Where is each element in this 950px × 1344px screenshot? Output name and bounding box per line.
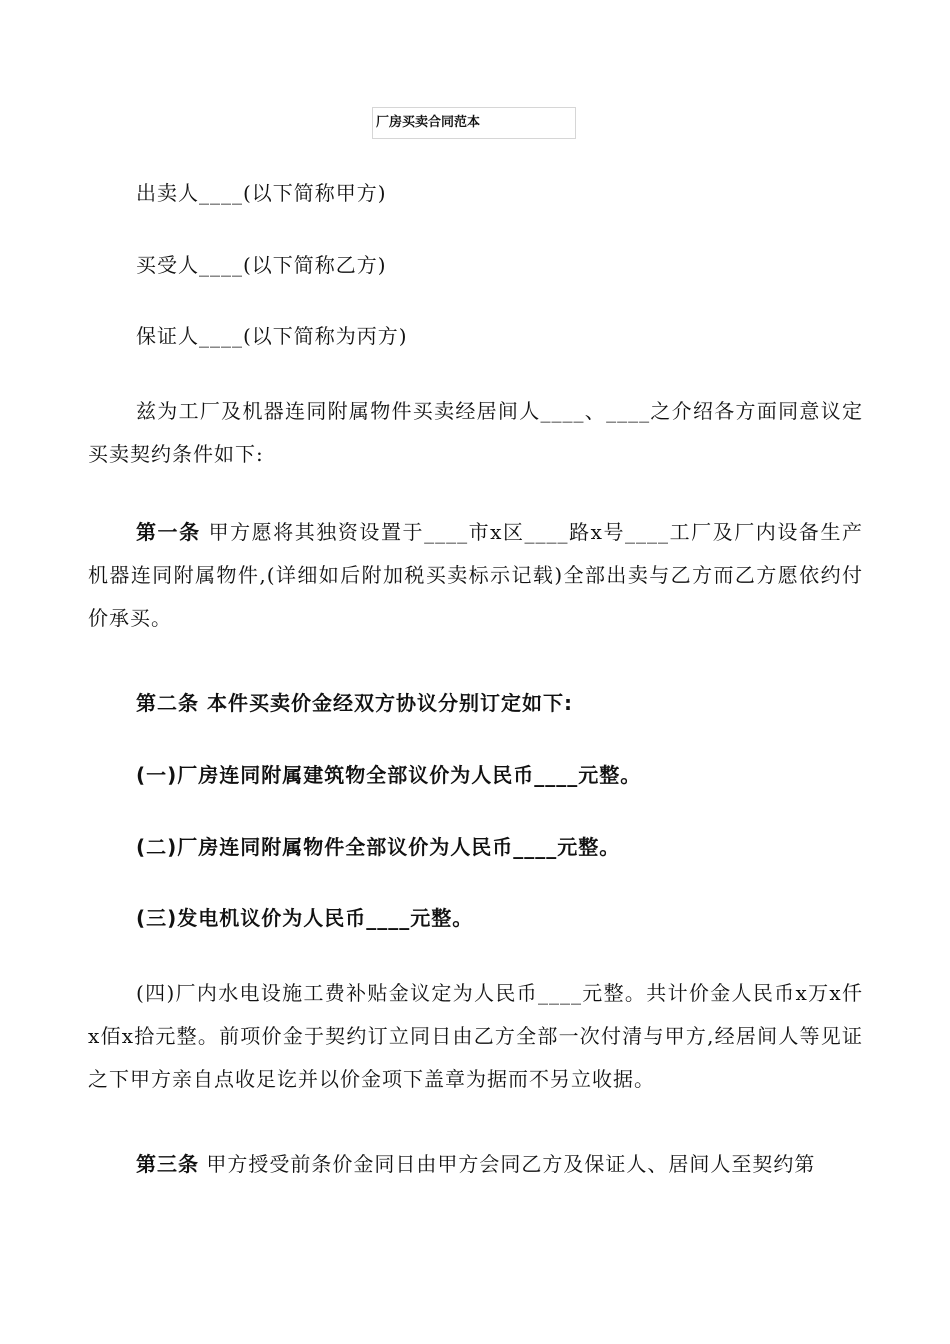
article-3 <box>88 1146 863 1182</box>
price-item-4: (四)厂内水电设施工费补贴金议定为人民币____元整。共计价金人民币x万x仟x佰x拾元整。前项价金于契约订立同日由乙方全部一次付清与甲方,经居间人等见证之下甲方亲自点收足讫并以价金项下盖章为据而不另立收据。 <box>88 981 863 1091</box>
article-1-text: 甲方愿将其独资设置于____市x区____路x号____工厂及厂内设备生产机器连同附属物件,(详细如后附加税买卖标示记载)全部出卖与乙方而乙方愿依约付价承买。 <box>88 520 863 630</box>
article-3-text: 甲方授受前条价金同日由甲方会同乙方及保证人、居间人至契约第 <box>199 1152 816 1176</box>
intro-paragraph: 兹为工厂及机器连同附属物件买卖经居间人____、____之介绍各方面同意议定买卖契约条件如下: <box>88 399 863 466</box>
price-item-1: (一)厂房连同附属建筑物全部议价为人民币____元整。 <box>136 763 642 787</box>
article-3-heading: 第三条 <box>136 1152 199 1176</box>
guarantor-line: 保证人____(以下简称为丙方) <box>136 324 408 348</box>
article-2-heading: 第二条 本件买卖价金经双方协议分别订定如下: <box>136 691 573 715</box>
price-item-2: (二)厂房连同附属物件全部议价为人民币____元整。 <box>136 835 621 859</box>
article-1-heading: 第一条 <box>136 520 201 544</box>
seller-line: 出卖人____(以下简称甲方) <box>136 181 387 205</box>
buyer-line: 买受人____(以下简称乙方) <box>136 253 387 277</box>
article-1 <box>88 511 863 640</box>
document-title: 厂房买卖合同范本 <box>372 107 576 139</box>
price-item-3: (三)发电机议价为人民币____元整。 <box>136 906 474 930</box>
